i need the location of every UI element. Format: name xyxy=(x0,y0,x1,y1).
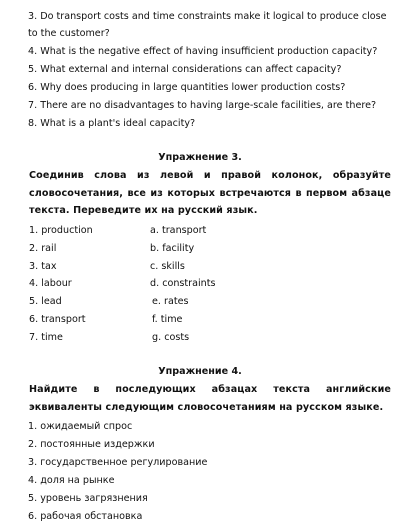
russian-phrase-item: 6. рабочая обстановка xyxy=(28,511,143,522)
question-4: 4. What is the negative effect of having insufficient production capacity? xyxy=(28,46,378,57)
russian-phrase-item: 2. постоянные издержки xyxy=(28,439,155,450)
exercise-4-instruction: Найдите в последующих абзацах текста английские эквиваленты следующим словосочетаниям на русском языке. xyxy=(29,384,391,413)
left-column-item: 2. rail xyxy=(29,243,57,254)
question-3-line-1: 3. Do transport costs and time constraints make it logical to produce close xyxy=(28,11,387,22)
question-8: 8. What is a plant's ideal capacity? xyxy=(28,118,196,129)
left-column-item: 4. labour xyxy=(29,278,72,289)
question-5: 5. What external and internal considerations can affect capacity? xyxy=(28,64,342,75)
question-7: 7. There are no disadvantages to having large-scale facilities, are there? xyxy=(28,100,377,111)
question-6: 6. Why does producing in large quantities lower production costs? xyxy=(28,82,346,93)
right-column-item: g. costs xyxy=(152,332,190,343)
right-column-item: c. skills xyxy=(150,261,185,272)
left-column-item: 7. time xyxy=(29,332,63,343)
left-column-item: 1. production xyxy=(29,225,93,236)
exercise-4-heading: Упражнение 4. xyxy=(158,366,242,377)
left-column-item: 5. lead xyxy=(29,296,62,307)
right-column-item: b. facility xyxy=(150,243,195,254)
russian-phrase-item: 4. доля на рынке xyxy=(28,475,115,486)
left-column-item: 3. tax xyxy=(29,261,57,272)
russian-phrase-item: 3. государственное регулирование xyxy=(28,457,208,468)
right-column-item: d. constraints xyxy=(150,278,216,289)
russian-phrase-item: 1. ожидаемый спрос xyxy=(28,421,133,432)
left-column-item: 6. transport xyxy=(29,314,86,325)
right-column-item: a. transport xyxy=(150,225,207,236)
question-3-line-2: to the customer? xyxy=(28,28,110,39)
exercise-3-heading: Упражнение 3. xyxy=(158,152,242,163)
exercise-3-instruction: Соединив слова из левой и правой колонок, образуйте словосочетания, все из которых встречаются в первом абзаце текста. Переведите их на русский язык. xyxy=(29,170,391,217)
russian-phrase-item: 5. уровень загрязнения xyxy=(28,493,148,504)
right-column-item: f. time xyxy=(152,314,183,325)
right-column-item: e. rates xyxy=(152,296,189,307)
